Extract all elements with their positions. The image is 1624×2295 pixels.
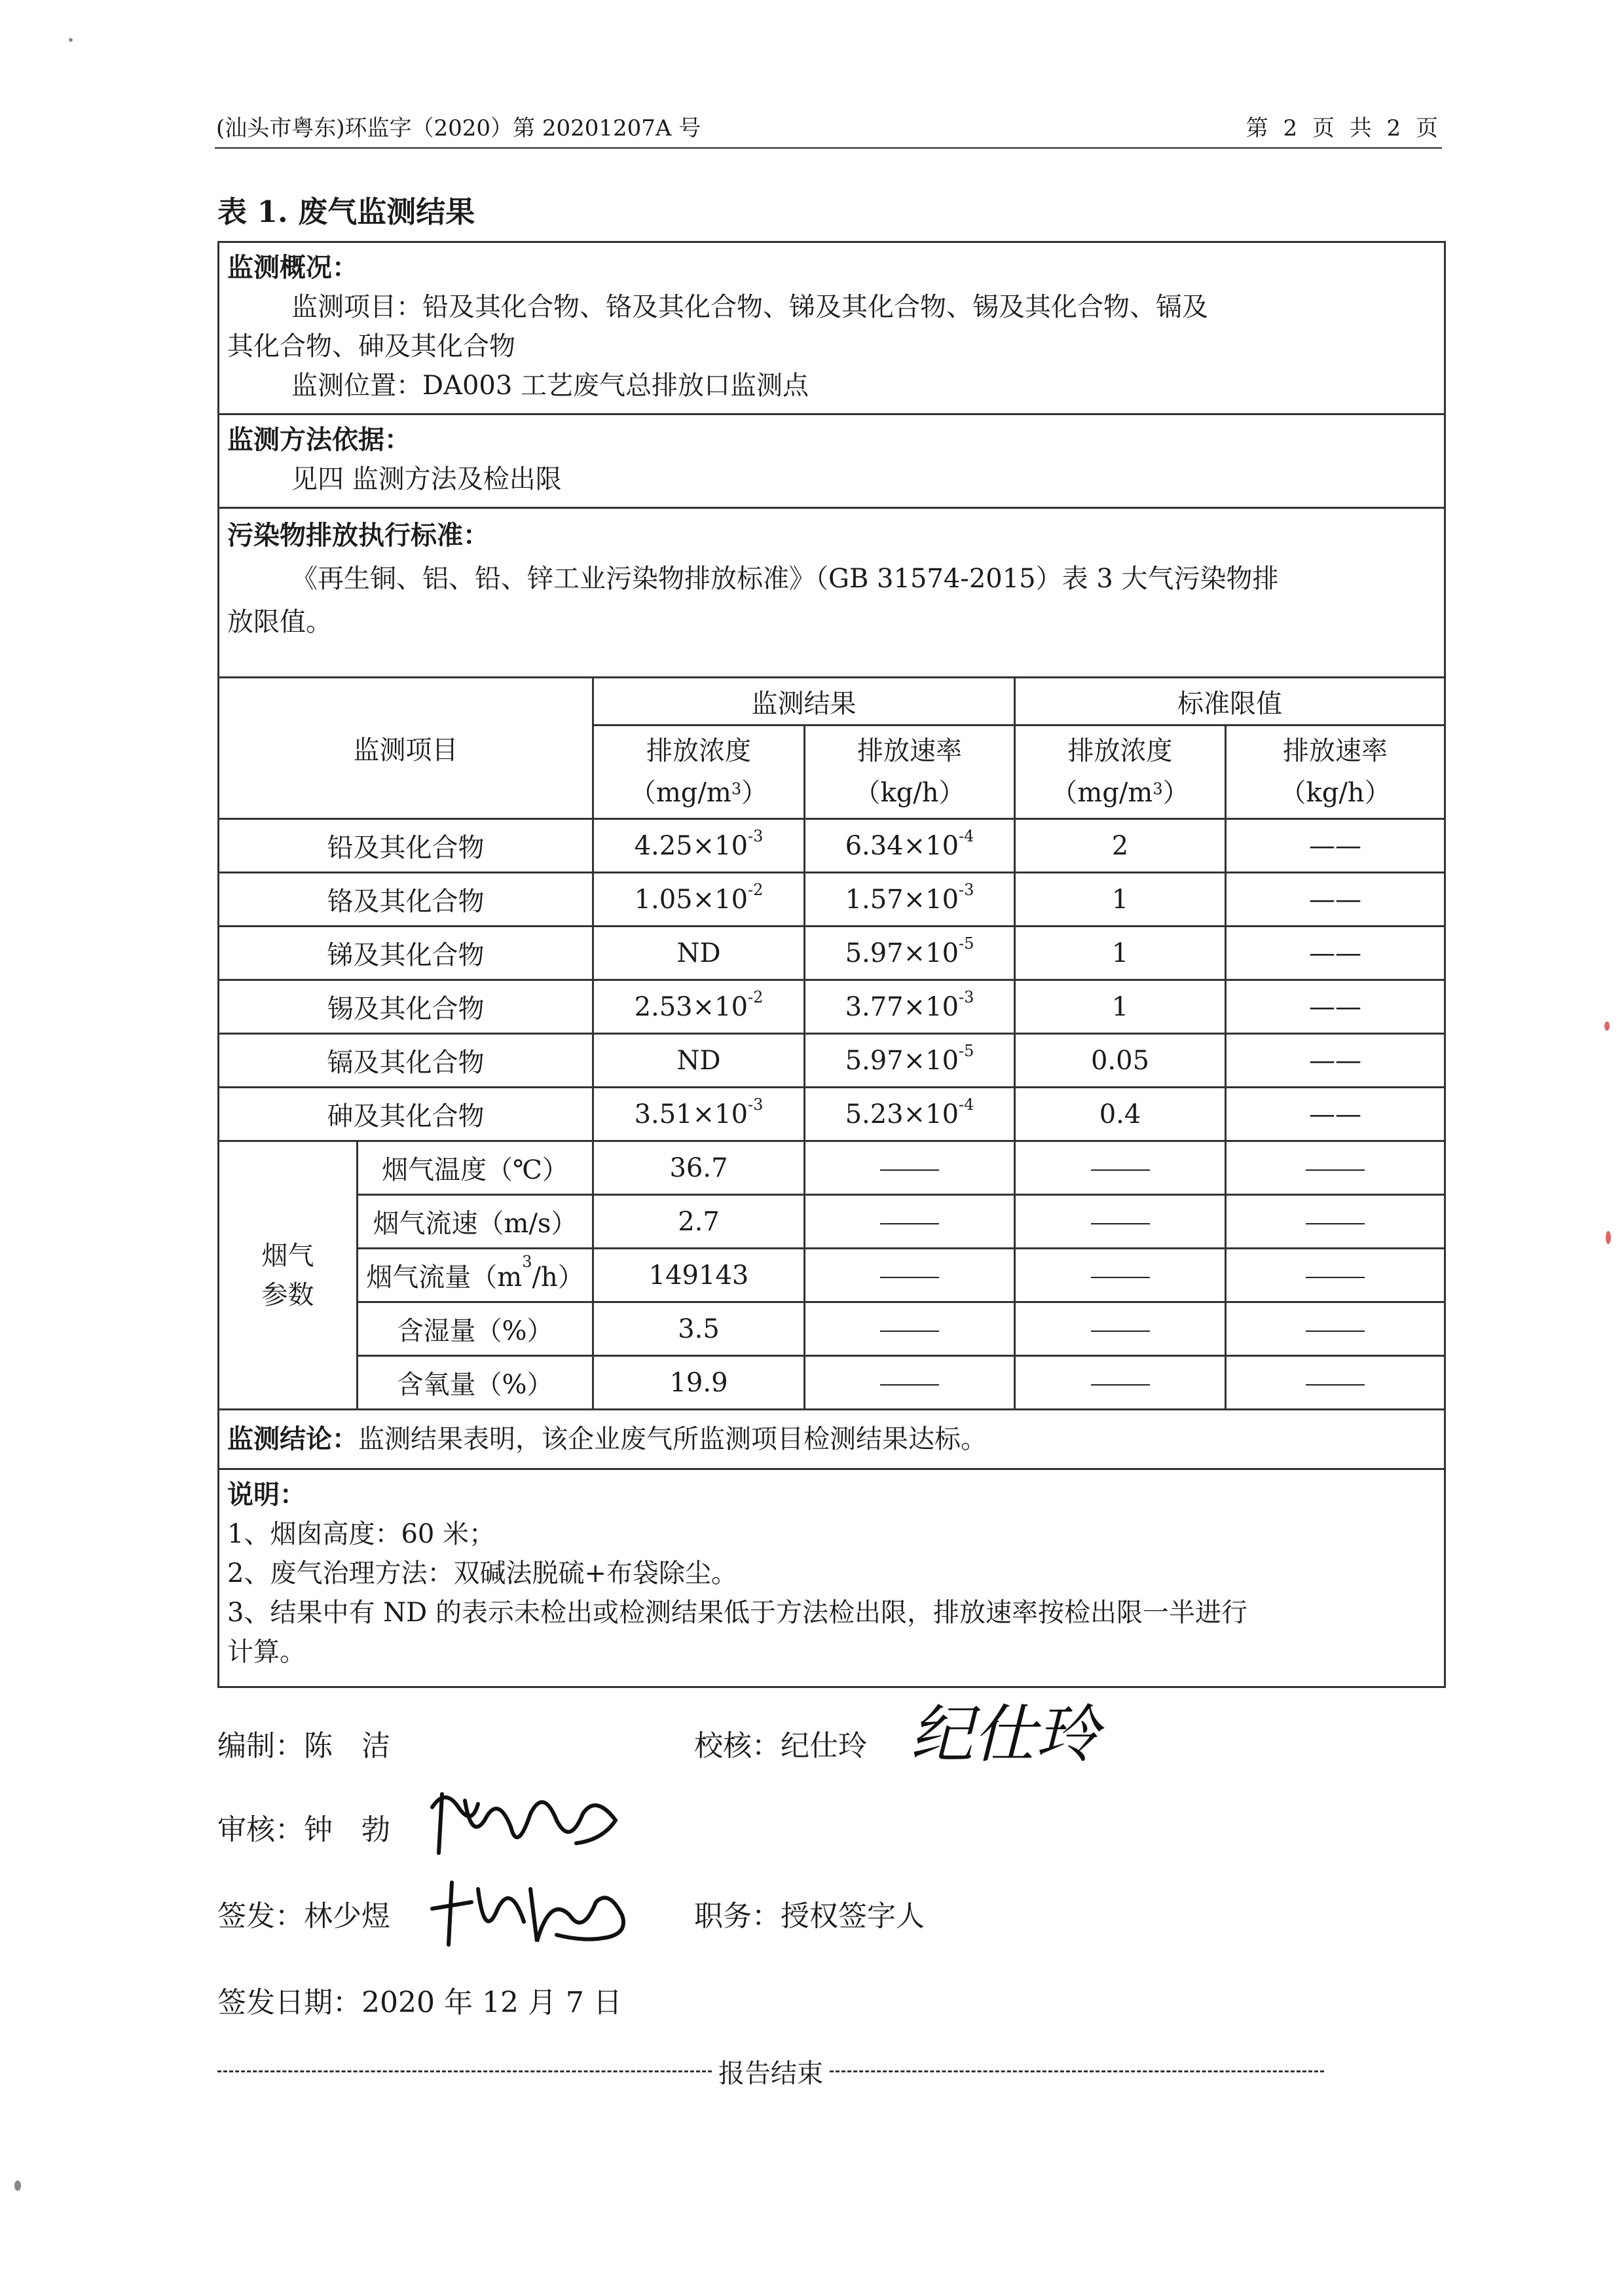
report-end-text: 报告结束 <box>718 2059 823 2089</box>
table-row <box>219 1034 1445 1088</box>
end-dash-left <box>217 2070 712 2072</box>
issuer-signature <box>426 1869 648 1957</box>
result-rate: $6.34\times 10^{-4}$ <box>805 819 1015 873</box>
result-rate: $5.23\times 10^{-4}$ <box>805 1088 1015 1141</box>
empty-cell <box>1226 1195 1445 1249</box>
method-section <box>219 414 1445 508</box>
flue-group-label: 烟气 参数 <box>219 1141 358 1410</box>
flue-param-name: 含湿量（%） <box>358 1302 593 1356</box>
col-result-group: 监测结果 <box>593 678 1015 725</box>
limit-rate-unit: （kg/h） <box>1280 778 1391 808</box>
flue-param-name: 烟气流量$(m^3/h)$ <box>358 1249 593 1302</box>
standard-line1: 《再生铜、铝、铅、锌工业污染物排放标准》（GB 31574-2015）表 3 大气污染物排 <box>291 564 1279 594</box>
standard-heading: 污染物排放执行标准： <box>227 520 489 551</box>
checker-signature <box>910 1696 1126 1777</box>
pollutant-name: 铬及其化合物 <box>219 873 593 927</box>
limit-conc-unit: $(mg/m^3)$ <box>1051 778 1189 808</box>
col-limit-conc <box>1015 725 1226 819</box>
flue-param-value: 19.9 <box>593 1356 805 1410</box>
limit-conc: 0.4 <box>1015 1088 1226 1141</box>
empty-cell <box>1015 1195 1226 1249</box>
flue-param-value: 2.7 <box>593 1195 805 1249</box>
header-row-1 <box>219 678 1445 725</box>
location-value: DA003 工艺废气总排放口监测点 <box>422 371 809 401</box>
pollutant-name: 镉及其化合物 <box>219 1034 593 1088</box>
limit-rate: —— <box>1226 1088 1445 1141</box>
result-conc: ND <box>593 1034 805 1088</box>
result-rate: $5.97\times 10^{-5}$ <box>805 927 1015 980</box>
result-conc-unit: $(mg/m^3)$ <box>629 778 768 808</box>
empty-cell <box>805 1195 1015 1249</box>
limit-rate-label: 排放速率 <box>1283 736 1388 766</box>
note-item: 2、废气治理方法：双碱法脱硫+布袋除尘。 <box>227 1558 737 1588</box>
note-item: 1、烟囱高度：60 米； <box>227 1519 496 1549</box>
conclusion-section <box>219 1410 1445 1469</box>
flue-row <box>219 1195 1445 1249</box>
result-conc: $1.05\times 10^{-2}$ <box>593 873 805 927</box>
issue-date: 签发日期：2020 年 12 月 7 日 <box>217 1986 622 2019</box>
empty-cell <box>805 1302 1015 1356</box>
end-dash-right <box>830 2070 1324 2072</box>
page-info: 第 2 页 共 2 页 <box>1246 115 1442 141</box>
seal-edge-mark <box>1604 1021 1610 1031</box>
overview-section <box>219 242 1445 414</box>
reviewed-by: 审核：钟 勃 <box>217 1813 390 1846</box>
handwritten-signature-reviewer <box>419 1781 635 1866</box>
scan-speck <box>69 38 73 42</box>
flue-row <box>219 1302 1445 1356</box>
result-conc: $2.53\times 10^{-2}$ <box>593 980 805 1034</box>
result-rate: $3.77\times 10^{-3}$ <box>805 980 1015 1034</box>
limit-conc: 0.05 <box>1015 1034 1226 1088</box>
limit-rate: —— <box>1226 927 1445 980</box>
limit-rate: —— <box>1226 873 1445 927</box>
pollutant-name: 铅及其化合物 <box>219 819 593 873</box>
limit-rate: —— <box>1226 1034 1445 1088</box>
result-rate-unit: （kg/h） <box>854 778 965 808</box>
items-line1: 铅及其化合物、铬及其化合物、锑及其化合物、锡及其化合物、镉及 <box>422 292 1208 322</box>
col-limit-group: 标准限值 <box>1015 678 1445 725</box>
conclusion-text: 监测结果表明，该企业废气所监测项目检测结果达标。 <box>358 1424 987 1454</box>
position: 职务：授权签字人 <box>694 1900 925 1933</box>
col-limit-rate <box>1226 725 1445 819</box>
notes-heading: 说明： <box>227 1479 306 1510</box>
empty-cell <box>1226 1302 1445 1356</box>
limit-conc-label: 排放浓度 <box>1067 736 1173 766</box>
method-value: 见四 监测方法及检出限 <box>291 464 562 494</box>
flue-param-value: 3.5 <box>593 1302 805 1356</box>
result-rate: $1.57\times 10^{-3}$ <box>805 873 1015 927</box>
result-rate-label: 排放速率 <box>857 736 962 766</box>
flue-row <box>219 1356 1445 1410</box>
report-end-line <box>217 2053 1324 2090</box>
handwritten-signature-checker <box>910 1696 1126 1774</box>
empty-cell <box>1015 1302 1226 1356</box>
table-row <box>219 1088 1445 1141</box>
col-item-header: 监测项目 <box>219 678 593 819</box>
empty-cell <box>1015 1249 1226 1302</box>
flue-row <box>219 1249 1445 1302</box>
result-conc: $3.51\times 10^{-3}$ <box>593 1088 805 1141</box>
empty-cell <box>1226 1141 1445 1195</box>
pollutant-name: 砷及其化合物 <box>219 1088 593 1141</box>
header-rule <box>215 147 1442 149</box>
pollutant-name: 锡及其化合物 <box>219 980 593 1034</box>
table-row <box>219 873 1445 927</box>
reviewer-signature <box>419 1781 635 1869</box>
items-label: 监测项目： <box>291 292 422 322</box>
table-row <box>219 980 1445 1034</box>
empty-cell <box>1226 1249 1445 1302</box>
table-row <box>219 819 1445 873</box>
flue-param-name: 含氧量（%） <box>358 1356 593 1410</box>
limit-conc: 2 <box>1015 819 1226 873</box>
empty-cell <box>805 1249 1015 1302</box>
col-result-conc <box>593 725 805 819</box>
flue-param-name: 烟气流速（m/s） <box>358 1195 593 1249</box>
limit-conc: 1 <box>1015 980 1226 1034</box>
overview-heading: 监测概况： <box>227 252 358 283</box>
signature-checker-text: 纪仕玲 <box>910 1698 1099 1771</box>
flue-row <box>219 1141 1445 1195</box>
empty-cell <box>1015 1141 1226 1195</box>
flue-param-value: 149143 <box>593 1249 805 1302</box>
limit-conc: 1 <box>1015 873 1226 927</box>
result-conc: ND <box>593 927 805 980</box>
result-conc-label: 排放浓度 <box>646 736 751 766</box>
table-title: 表 1. 废气监测结果 <box>217 194 475 229</box>
flue-param-name: 烟气温度（℃） <box>358 1141 593 1195</box>
waste-gas-table <box>217 241 1446 1688</box>
scan-speck <box>14 2180 21 2191</box>
items-line2: 其化合物、砷及其化合物 <box>227 331 515 361</box>
table-row <box>219 927 1445 980</box>
note-item: 3、结果中有 ND 的表示未检出或检测结果低于方法检出限，排放速率按检出限一半进行 <box>227 1598 1247 1628</box>
handwritten-signature-issuer <box>426 1869 648 1955</box>
empty-cell <box>805 1141 1015 1195</box>
method-heading: 监测方法依据： <box>227 424 411 455</box>
empty-cell <box>1226 1356 1445 1410</box>
issued-by: 签发：林少煜 <box>217 1900 390 1933</box>
limit-rate: —— <box>1226 819 1445 873</box>
seal-edge-mark <box>1606 1231 1611 1244</box>
compiled-by: 编制：陈 洁 <box>217 1729 390 1763</box>
limit-conc: 1 <box>1015 927 1226 980</box>
flue-param-value: 36.7 <box>593 1141 805 1195</box>
col-result-rate <box>805 725 1015 819</box>
conclusion-label: 监测结论： <box>227 1423 358 1454</box>
empty-cell <box>805 1356 1015 1410</box>
pollutant-name: 锑及其化合物 <box>219 927 593 980</box>
result-rate: $5.97\times 10^{-5}$ <box>805 1034 1015 1088</box>
limit-rate: —— <box>1226 980 1445 1034</box>
checked-by: 校核：纪仕玲 <box>694 1729 867 1763</box>
standard-line2: 放限值。 <box>227 607 332 637</box>
report-number: (汕头市粤东)环监字（2020）第 20201207A 号 <box>216 115 701 141</box>
result-conc: $4.25\times 10^{-3}$ <box>593 819 805 873</box>
location-label: 监测位置： <box>291 371 422 401</box>
empty-cell <box>1015 1356 1226 1410</box>
note-item: 计算。 <box>227 1637 306 1667</box>
notes-section <box>219 1469 1445 1687</box>
standard-section <box>219 508 1445 678</box>
